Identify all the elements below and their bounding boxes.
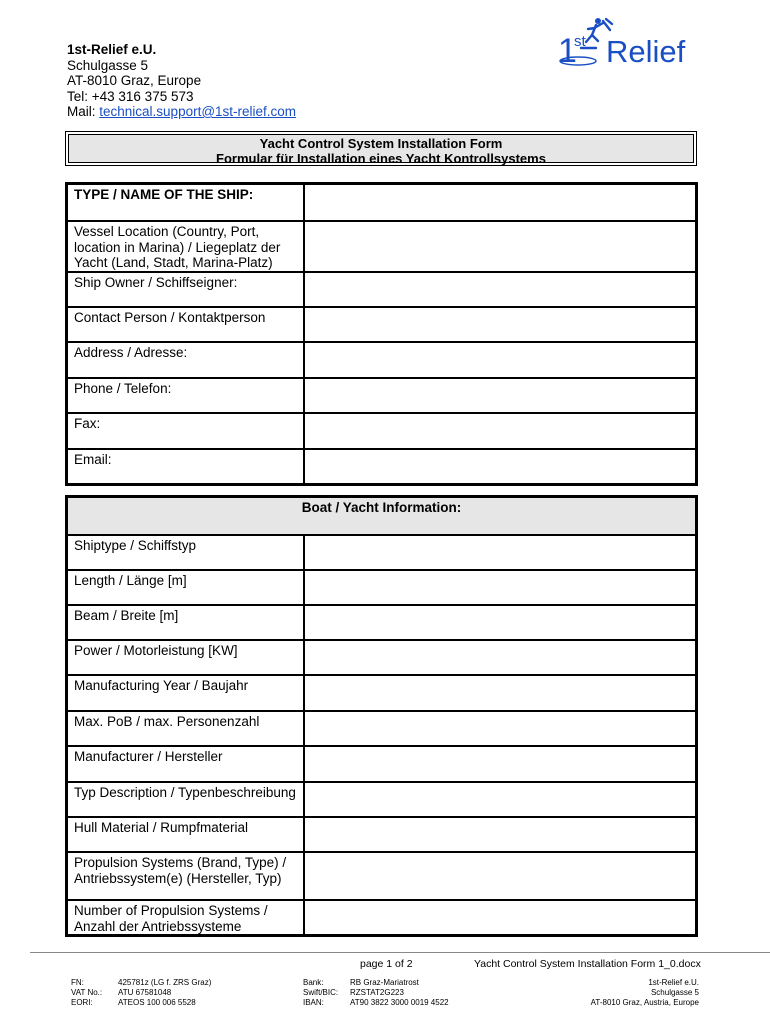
logo-sup: st [574,33,586,50]
table-row [67,746,696,782]
manufacturing-year-field[interactable] [304,675,696,711]
vessel-location-field[interactable] [304,221,696,272]
footer-company-address: 1st-Relief e.U. Schulgasse 5 AT-8010 Graz, Austria, Europe [590,978,699,1007]
manufacturing-year-label: Manufacturing Year / Baujahr [67,675,304,711]
footer-divider [30,952,770,953]
table-row [67,535,696,570]
ship-owner-field[interactable] [304,272,696,307]
power-field[interactable] [304,640,696,675]
company-address [67,42,296,120]
boat-info-table [65,495,698,937]
ship-name-field[interactable] [304,184,696,221]
form-title-box [65,131,697,166]
table-row [67,900,696,935]
fax-field[interactable] [304,413,696,449]
max-pob-label: Max. PoB / max. Personenzahl [67,711,304,746]
propulsion-systems-label: Propulsion Systems (Brand, Type) / Antriebssystem(e) (Hersteller, Typ) [67,852,304,900]
table-row [67,817,696,852]
shiptype-field[interactable] [304,535,696,570]
address-label: Address / Adresse: [67,342,304,378]
company-city: AT-8010 Graz, Europe [67,73,202,88]
table-row [67,852,696,900]
table-header-row [67,497,696,535]
table-row [67,782,696,817]
company-tel: Tel: +43 316 375 573 [67,88,194,104]
contact-person-field[interactable] [304,307,696,342]
logo-word: Relief [606,34,686,69]
typ-description-label: Typ Description / Typenbeschreibung [67,782,304,817]
footer-registration-labels: FN: VAT No.: EORI: [71,978,103,1007]
hull-material-field[interactable] [304,817,696,852]
length-label: Length / Länge [m] [67,570,304,605]
company-street: Schulgasse 5 [67,57,149,73]
length-field[interactable] [304,570,696,605]
table-row [67,675,696,711]
manufacturer-label: Manufacturer / Hersteller [67,746,304,782]
power-label: Power / Motorleistung [KW] [67,640,304,675]
boat-section-header: Boat / Yacht Information: [67,497,696,535]
table-row [67,184,696,221]
address-field[interactable] [304,342,696,378]
phone-field[interactable] [304,378,696,413]
table-row [67,449,696,484]
manufacturer-field[interactable] [304,746,696,782]
company-mail-line [67,104,296,120]
table-row [67,605,696,640]
hull-material-label: Hull Material / Rumpfmaterial [67,817,304,852]
propulsion-count-field[interactable] [304,900,696,935]
mail-label: Mail: [67,104,100,119]
shiptype-label: Shiptype / Schiffstyp [67,535,304,570]
vessel-location-label: Vessel Location (Country, Port, location in Marina) / Liegeplatz der Yacht (Land, Stadt, Marina-Platz) [67,221,304,272]
ship-owner-label: Ship Owner / Schiffseigner: [67,272,304,307]
phone-label: Phone / Telefon: [67,378,304,413]
beam-label: Beam / Breite [m] [67,605,304,640]
form-title-en: Yacht Control System Installation Form [259,136,503,151]
table-row [67,272,696,307]
document-name: Yacht Control System Installation Form 1_0.docx [474,958,701,970]
footer-registration-values: 425781z (LG f. ZRS Graz) ATU 67581048 ATEOS 100 006 5528 [118,978,212,1007]
contact-person-label: Contact Person / Kontaktperson [67,307,304,342]
ship-info-table [65,182,698,486]
propulsion-count-label: Number of Propulsion Systems / Anzahl der Antriebssysteme [67,900,304,935]
max-pob-field[interactable] [304,711,696,746]
email-label: Email: [67,449,304,484]
table-row [67,570,696,605]
beam-field[interactable] [304,605,696,640]
email-field[interactable] [304,449,696,484]
table-row [67,307,696,342]
table-row [67,413,696,449]
company-name: 1st-Relief e.U. [67,42,157,57]
footer-bank-values: RB Graz-Mariatrost RZSTAT2G223 AT90 3822 3000 0019 4522 [350,978,449,1007]
footer-bank-labels: Bank: Swift/BIC: IBAN: [303,978,339,1007]
table-row [67,342,696,378]
table-row [67,640,696,675]
form-title-de: Formular für Installation eines Yacht Kontrollsystems [216,150,546,166]
typ-description-field[interactable] [304,782,696,817]
table-row [67,221,696,272]
propulsion-systems-field[interactable] [304,852,696,900]
company-logo [548,16,704,72]
fax-label: Fax: [67,413,304,449]
table-row [67,378,696,413]
ship-name-label: TYPE / NAME OF THE SHIP: [67,184,304,221]
table-row [67,711,696,746]
mail-link[interactable]: technical.support@1st-relief.com [99,104,297,119]
page-number: page 1 of 2 [360,958,413,970]
logo-one: 1 [558,32,577,70]
